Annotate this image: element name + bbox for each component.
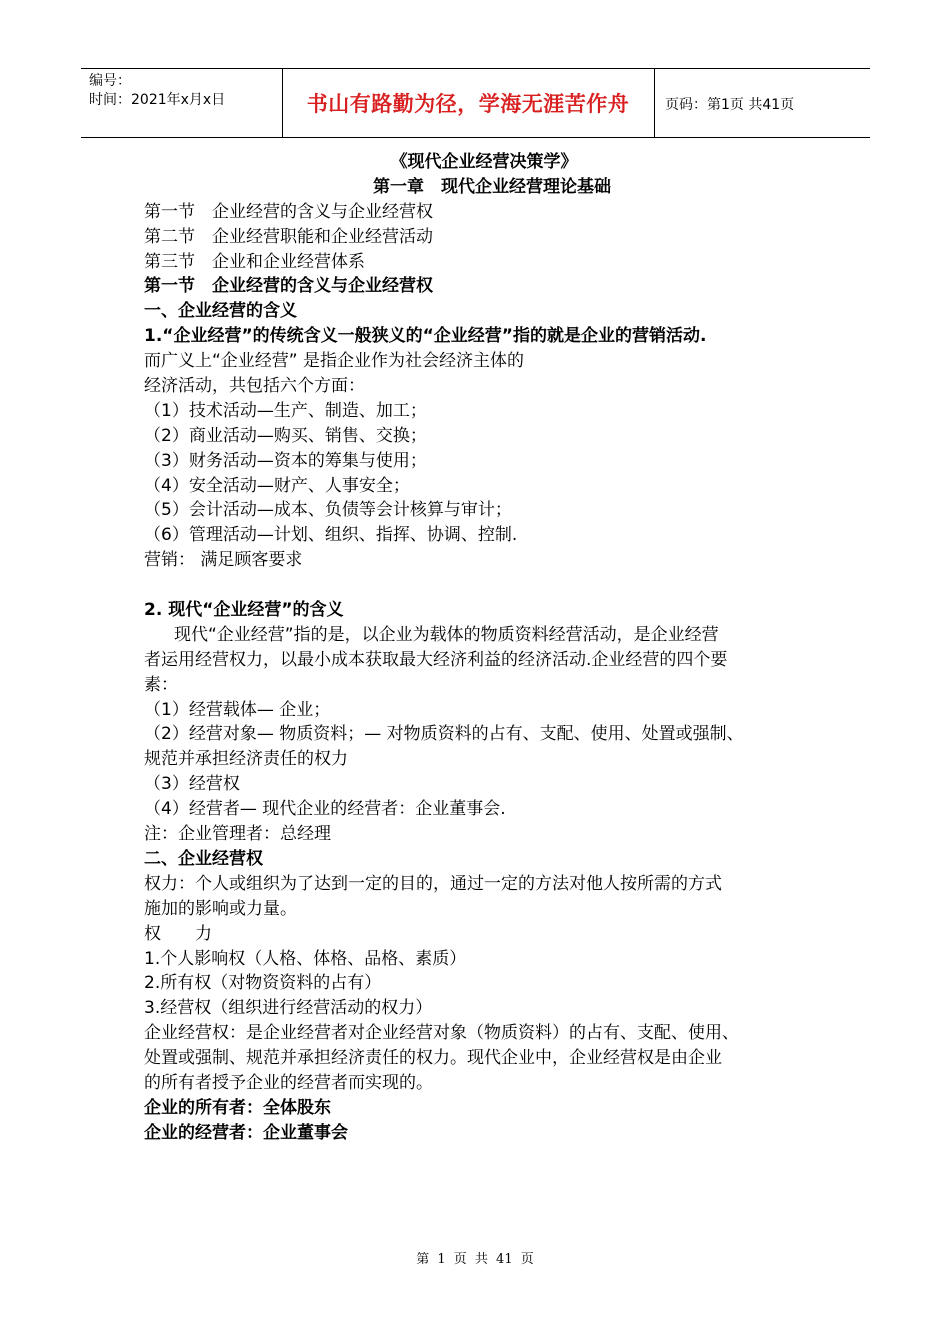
list-item: （6）管理活动—计划、组织、指挥、协调、控制. [144, 525, 518, 546]
body-line: 者运用经营权力，以最小成本获取最大经济利益的经济活动.企业经营的四个要 [144, 649, 728, 670]
note-line: 注：企业管理者：总经理 [144, 824, 331, 845]
list-item: （1）经营载体— 企业； [144, 699, 331, 720]
list-item: （2）经营对象— 物质资料；— 对物质资料的占有、支配、使用、处置或强制、 [144, 724, 744, 745]
toc-item: 第一节 企业经营的含义与企业经营权 [144, 201, 433, 222]
document-title: 《现代企业经营决策学》 [390, 152, 578, 172]
header-meta [89, 72, 225, 110]
toc-item: 第二节 企业经营职能和企业经营活动 [144, 226, 433, 247]
list-item: （3）经营权 [144, 774, 240, 795]
paragraph-heading: 1.“企业经营”的传统含义一般狭义的“企业经营”指的就是企业的营销活动. [144, 326, 707, 347]
list-item: （2）商业活动—购买、销售、交换； [144, 425, 427, 446]
body-line: 处置或强制、规范并承担经济责任的权力。现代企业中，企业经营权是由企业 [144, 1048, 722, 1069]
body-line: 施加的影响或力量。 [144, 898, 297, 919]
list-item: （4）安全活动—财产、人事安全； [144, 475, 410, 496]
toc-item: 第三节 企业和企业经营体系 [144, 251, 365, 272]
summary-line: 企业的所有者：全体股东 [144, 1097, 331, 1118]
summary-line: 企业的经营者：企业董事会 [144, 1122, 348, 1143]
document-body [144, 150, 824, 1146]
chapter-heading: 第一章 现代企业经营理论基础 [373, 176, 611, 197]
body-line: 经济活动，共包括六个方面： [144, 376, 365, 397]
body-line: 而广义上“企业经营” 是指企业作为社会经济主体的 [144, 351, 525, 372]
subsection-heading: 二、企业经营权 [144, 848, 263, 869]
body-line: 营销： 满足顾客要求 [144, 550, 303, 571]
page-header [81, 68, 870, 138]
list-item: （3）财务活动—资本的筹集与使用； [144, 450, 427, 471]
body-line: 素： [144, 674, 178, 695]
blank-line [144, 573, 824, 598]
body-line: 规范并承担经济责任的权力 [144, 749, 348, 770]
header-page-info: 页码：第1页 共41页 [665, 97, 795, 113]
body-line: 的所有者授予企业的经营者而实现的。 [144, 1072, 433, 1093]
list-item: （5）会计活动—成本、负债等会计核算与审计； [144, 500, 512, 521]
list-item: 2.所有权（对物资资料的占有） [144, 973, 382, 994]
header-motto: 书山有路勤为径，学海无涯苦作舟 [306, 92, 630, 116]
body-line: 企业经营权：是企业经营者对企业经营对象（物质资料）的占有、支配、使用、 [144, 1023, 739, 1044]
document-number-label: 编号： [89, 73, 131, 89]
page-footer: 第 1 页 共 41 页 [416, 1252, 534, 1267]
list-item: 3.经营权（组织进行经营活动的权力） [144, 998, 433, 1019]
body-line: 现代“企业经营”指的是，以企业为载体的物质资料经营活动，是企业经营 [174, 624, 719, 645]
list-item: （1）技术活动—生产、制造、加工； [144, 400, 427, 421]
section-heading: 第一节 企业经营的含义与企业经营权 [144, 276, 433, 297]
body-line: 权 力 [144, 923, 212, 944]
subsection-heading: 一、企业经营的含义 [144, 301, 297, 322]
header-divider-right [654, 69, 655, 137]
paragraph-heading: 2. 现代“企业经营”的含义 [144, 600, 344, 621]
document-time-label: 时间：2021年x月x日 [89, 92, 226, 108]
list-item: 1.个人影响权（人格、体格、品格、素质） [144, 948, 467, 969]
list-item: （4）经营者— 现代企业的经营者：企业董事会. [144, 799, 506, 820]
body-line: 权力：个人或组织为了达到一定的目的，通过一定的方法对他人按所需的方式 [144, 873, 722, 894]
